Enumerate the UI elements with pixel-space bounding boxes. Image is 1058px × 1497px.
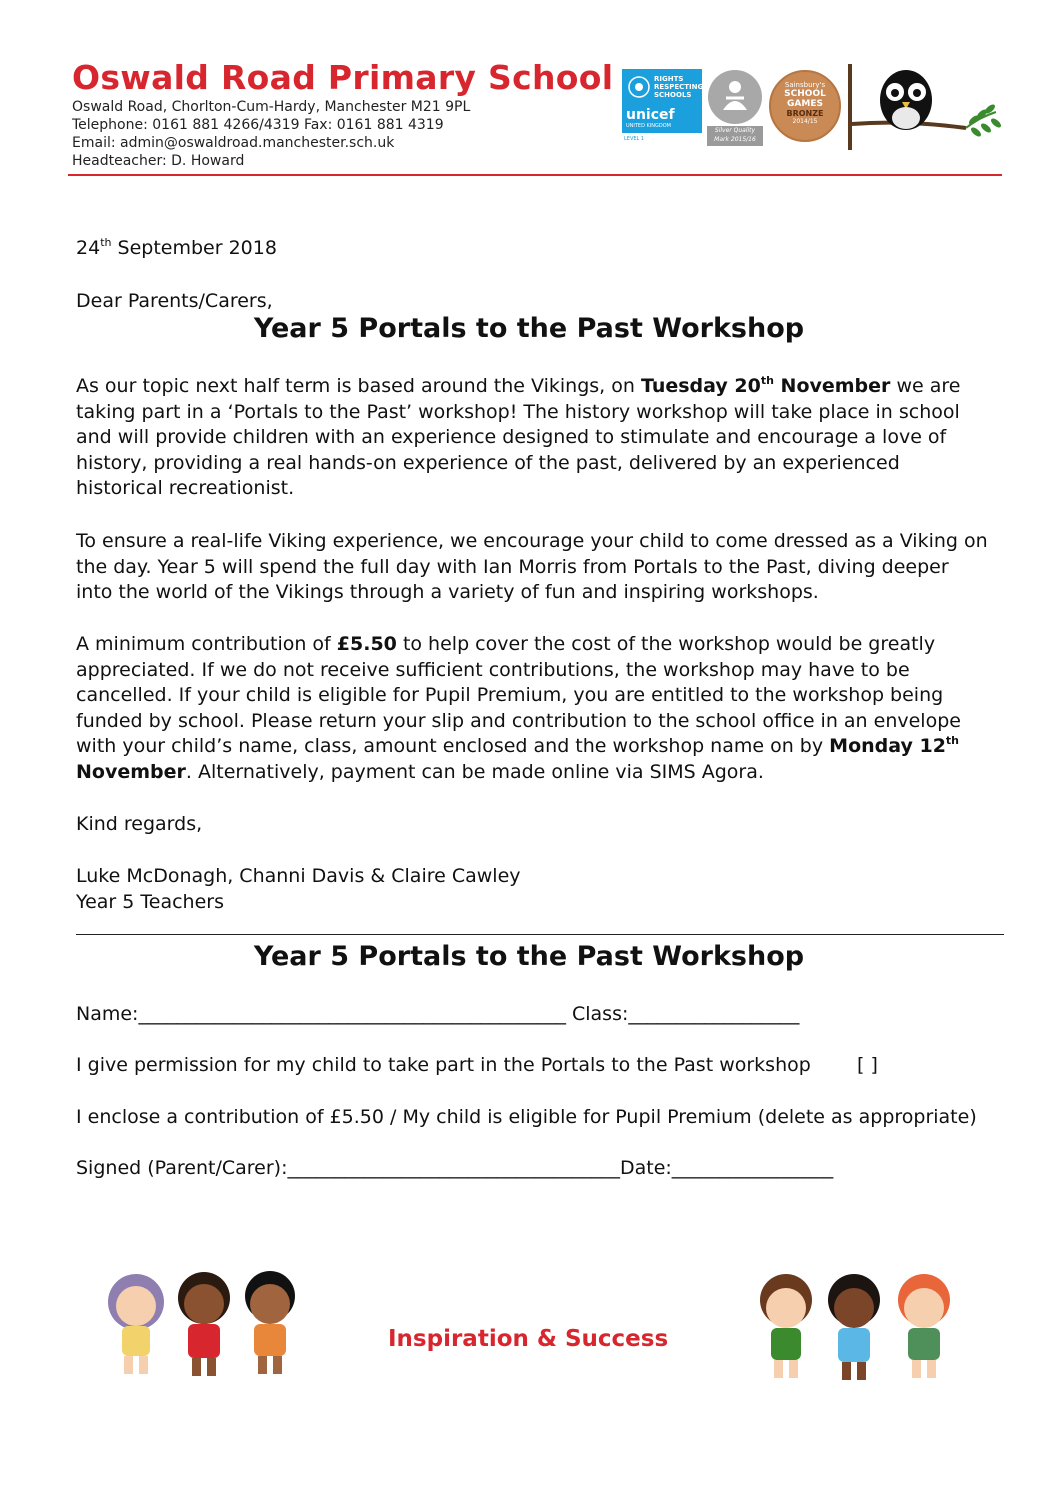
headteacher: Headteacher: D. Howard xyxy=(72,153,245,169)
school-games-line5: 2014/15 xyxy=(792,118,818,125)
children-illustration-left xyxy=(98,1266,312,1382)
tear-off-divider xyxy=(76,934,1004,935)
closing: Kind regards, xyxy=(76,813,203,835)
slip-permission-text: I give permission for my child to take part in the Portals to the Past workshop xyxy=(76,1054,811,1076)
school-games-line3: GAMES xyxy=(787,99,823,109)
children-illustration-right xyxy=(748,1268,964,1386)
signatory-role: Year 5 Teachers xyxy=(76,891,224,913)
slip-contribution-text: I enclose a contribution of £5.50 / My child is eligible for Pupil Premium (delete as appropriate) xyxy=(76,1106,977,1128)
slip-signature-date-field[interactable]: Signed (Parent/Carer):___________________________________Date:_________________ xyxy=(76,1157,834,1179)
date-day: 24 xyxy=(76,237,101,259)
quality-mark-logo xyxy=(708,70,762,124)
workshop-date-month: November xyxy=(773,375,891,397)
owl-logo xyxy=(846,62,1006,154)
workshop-date-suffix: th xyxy=(760,373,774,387)
p1-text-a: As our topic next half term is based around the Vikings, on xyxy=(76,375,641,397)
school-address: Oswald Road, Chorlton-Cum-Hardy, Manchester M21 9PL xyxy=(72,99,471,115)
workshop-date xyxy=(641,375,890,397)
date-rest: September 2018 xyxy=(111,237,277,259)
salutation: Dear Parents/Carers, xyxy=(76,290,273,312)
unicef-brand: unicef xyxy=(626,107,675,123)
p1-text-b: we are taking part in a ‘Portals to the Past’ workshop! The history workshop will take place in school and will provide children with an experience designed to stimulate and encourage a love of history, providing a real hands-on experience of the past, delivered by an experienced historical recreationist. xyxy=(76,375,961,500)
school-name: Oswald Road Primary School xyxy=(72,58,614,97)
slip-name-class-field[interactable]: Name:_____________________________________________ Class:__________________ xyxy=(76,1003,800,1025)
permission-checkbox[interactable]: [ ] xyxy=(857,1054,878,1076)
paragraph-2: To ensure a real-life Viking experience, we encourage your child to come dressed as a Viking on the day. Year 5 will spend the full day with Ian Morris from Portals to the Past, diving deeper into the world of the Vikings through a variety of fun and inspiring workshops. xyxy=(76,530,988,604)
school-games-line2: SCHOOL xyxy=(784,89,826,99)
unicef-logo-line2: RESPECTING xyxy=(654,83,704,91)
paragraph-3 xyxy=(76,632,988,786)
letter-date xyxy=(76,236,988,262)
workshop-date-day: Tuesday 20 xyxy=(640,375,761,397)
school-telephone: Telephone: 0161 881 4266/4319 Fax: 0161 881 4319 xyxy=(72,117,444,133)
school-games-bronze-logo xyxy=(769,70,841,142)
school-games-line4: BRONZE xyxy=(786,109,824,118)
return-deadline-suffix: th xyxy=(945,734,960,748)
school-games-line1: Sainsbury's xyxy=(784,81,826,89)
school-motto: Inspiration & Success xyxy=(388,1326,669,1352)
quality-mark-caption-2: Mark 2015/16 xyxy=(714,136,756,143)
unicef-sub: UNITED KINGDOM xyxy=(626,123,671,129)
return-deadline-day: Monday 12 xyxy=(829,735,946,758)
date-suffix: th xyxy=(100,235,112,249)
p3-text-a: A minimum contribution of xyxy=(76,633,337,655)
paragraph-1 xyxy=(76,374,988,502)
letter-title: Year 5 Portals to the Past Workshop xyxy=(253,313,805,344)
contribution-amount: £5.50 xyxy=(336,633,397,655)
quality-mark-caption-1: Silver Quality xyxy=(714,127,756,134)
header-rule xyxy=(68,174,1002,176)
signatories: Luke McDonagh, Channi Davis & Claire Cawley xyxy=(76,865,521,887)
unicef-level: LEVEL 1 xyxy=(624,136,645,142)
unicef-logo-line1: RIGHTS xyxy=(654,75,684,83)
slip-title: Year 5 Portals to the Past Workshop xyxy=(253,941,805,972)
school-email: Email: admin@oswaldroad.manchester.sch.uk xyxy=(72,135,395,151)
p3-text-b: to help cover the cost of the workshop would be greatly appreciated. If we do not receive sufficient contributions, the workshop may have to be cancelled. If your child is eligible for Pupil Premium, you are entitled to the workshop being funded by school. Please return your slip and contribution to the school office in an envelope with your child’s name, class, amount enclosed and the workshop name on by xyxy=(76,633,961,758)
return-deadline-month: November xyxy=(76,760,186,783)
unicef-rights-respecting-logo xyxy=(622,69,702,133)
unicef-logo-line3: SCHOOLS xyxy=(654,91,692,99)
p3-text-c: . Alternatively, payment can be made online via SIMS Agora. xyxy=(185,760,764,783)
quality-mark-caption xyxy=(707,126,763,146)
